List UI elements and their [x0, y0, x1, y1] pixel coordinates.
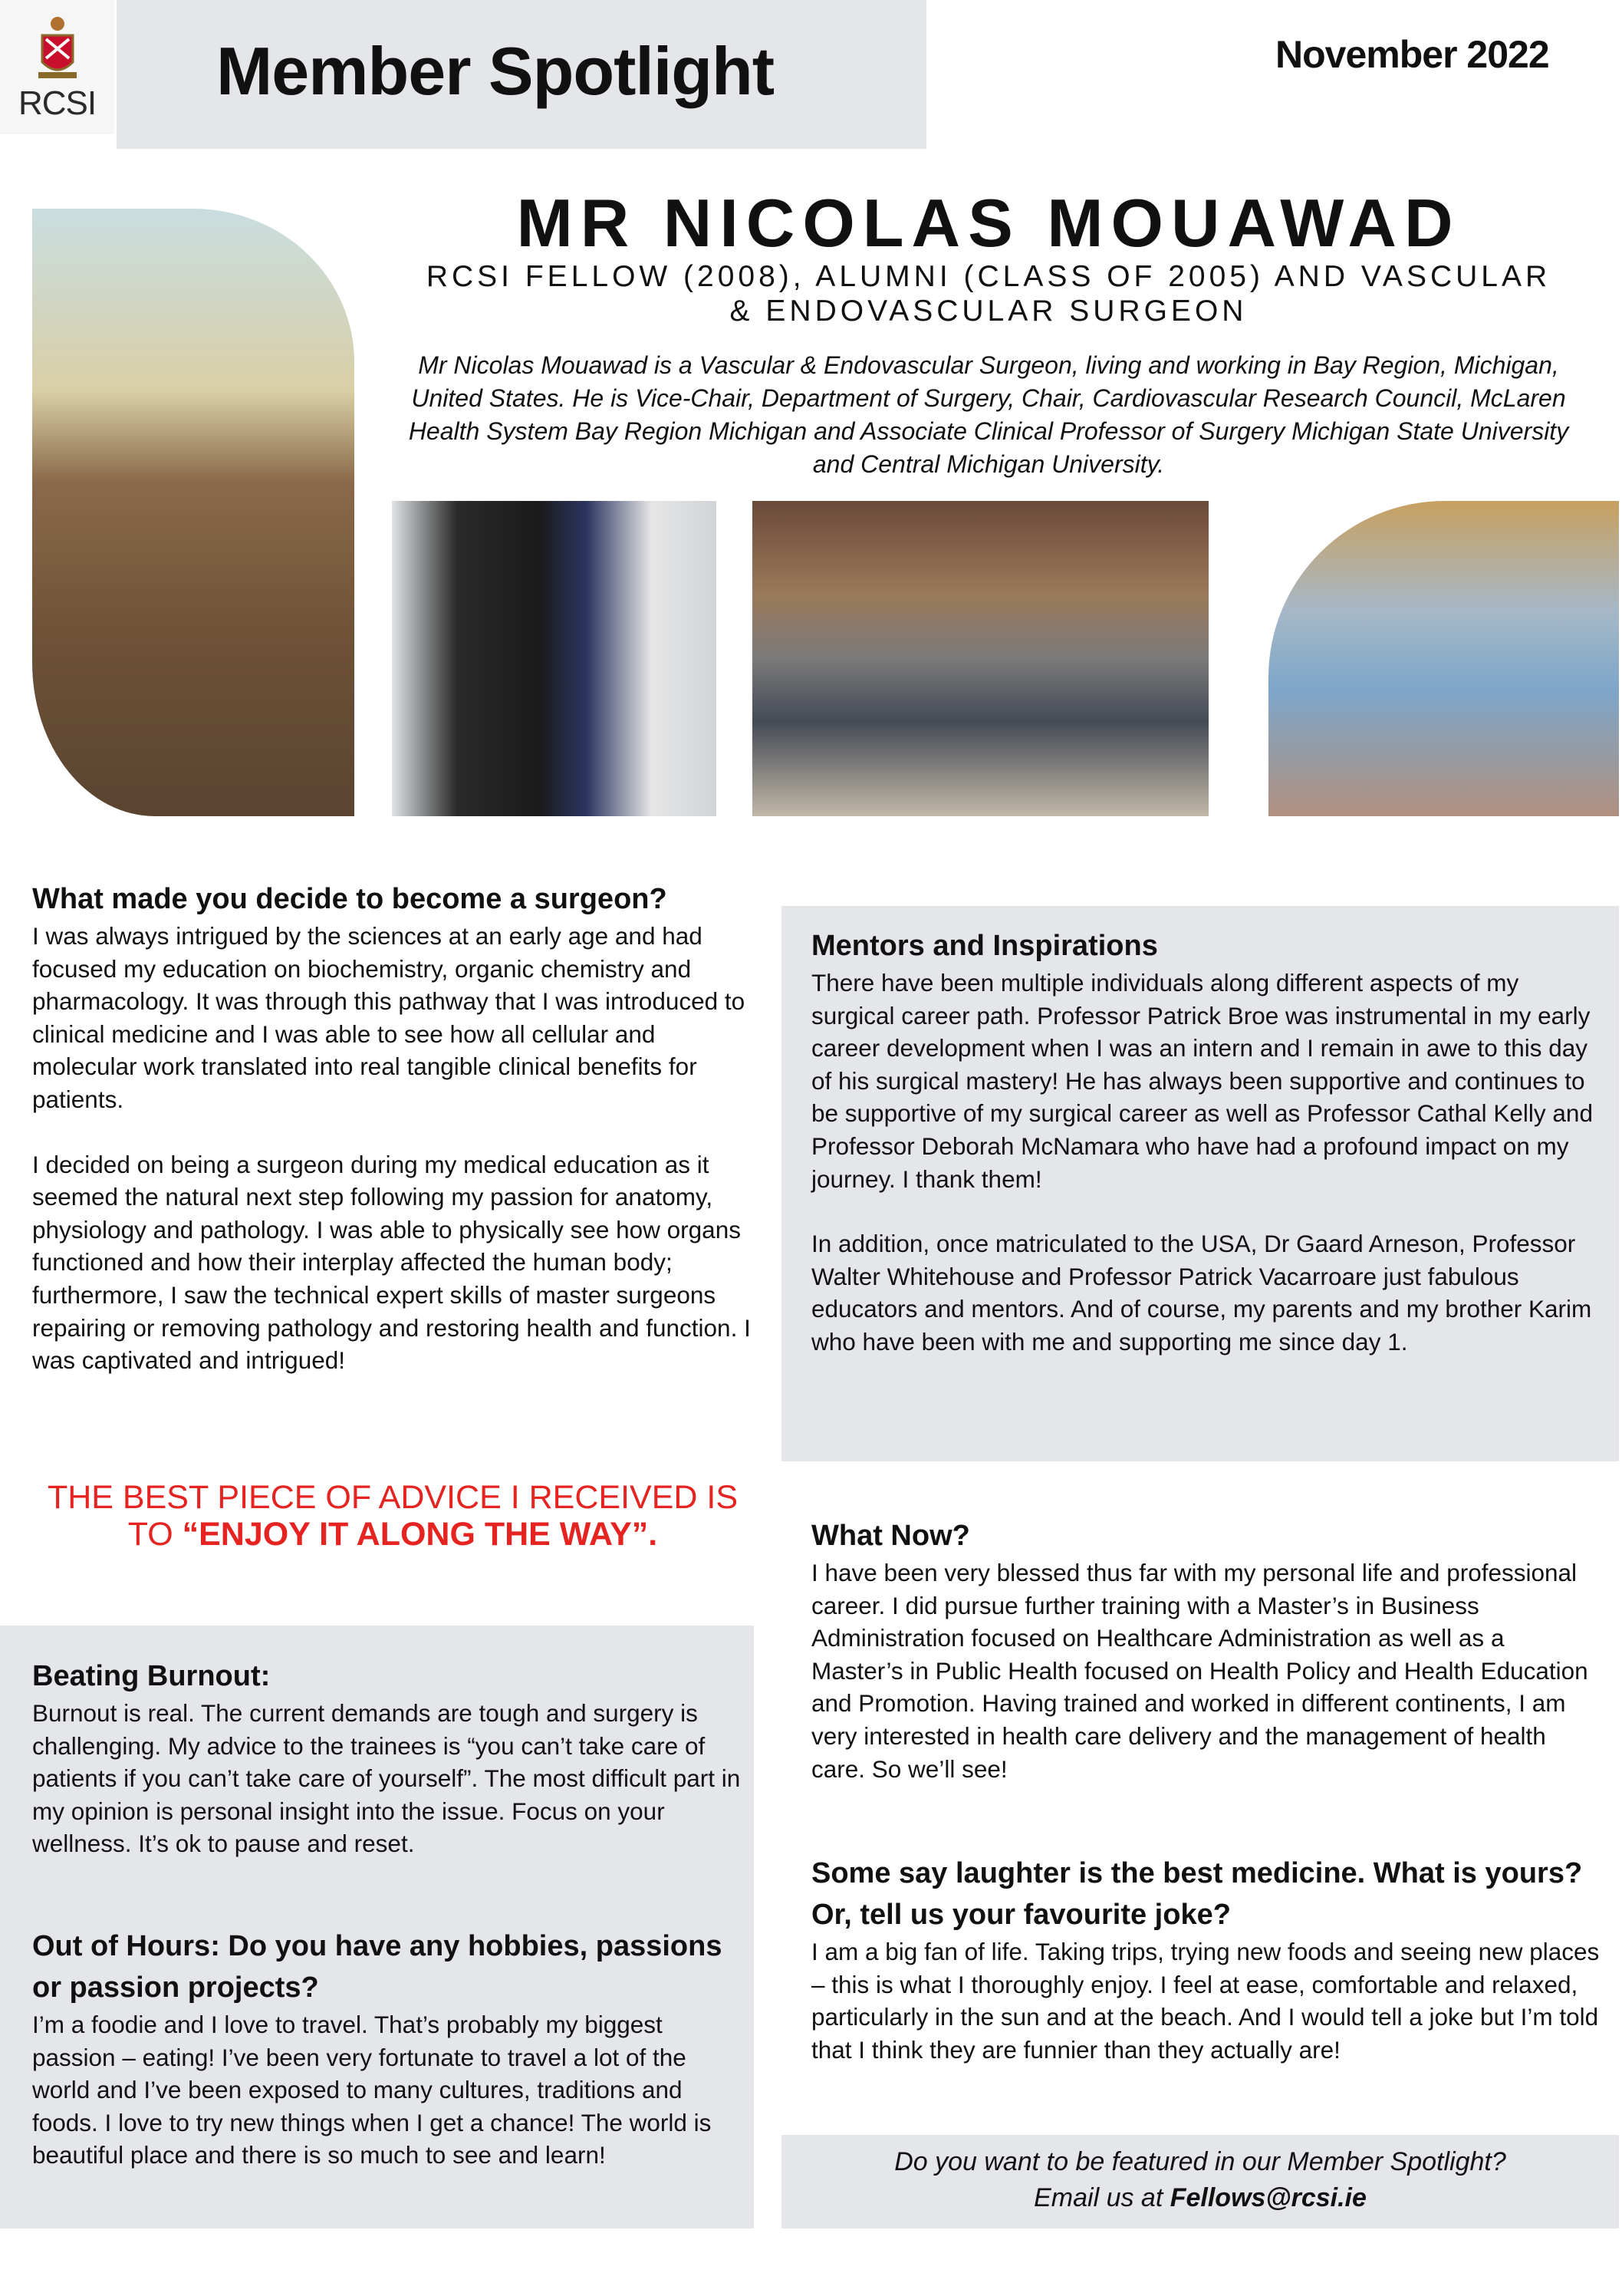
section-what-now: [811, 1515, 1601, 1785]
section-heading: Some say laughter is the best medicine. What is yours? Or, tell us your favourite joke?: [811, 1857, 1583, 1931]
group-frame-photo: [752, 501, 1209, 816]
section-laughter: [811, 1853, 1601, 2066]
member-name: MR NICOLAS MOUAWAD: [516, 185, 1461, 261]
section-heading: Beating Burnout:: [32, 1660, 271, 1692]
portrait-photo: [32, 209, 354, 816]
surgery-photo: [1268, 501, 1619, 816]
crest-icon: [31, 12, 84, 81]
section-heading: What made you decide to become a surgeon?: [32, 883, 667, 915]
section-become-surgeon: [32, 878, 757, 1377]
rcsi-logo: [0, 0, 114, 134]
section-hobbies: [32, 1925, 745, 2172]
page-title: Member Spotlight: [216, 33, 775, 109]
section-burnout: [32, 1655, 745, 1860]
section-mentors: [811, 925, 1601, 1359]
paragraph: Burnout is real. The current demands are tough and surgery is challenging. My advice to the trainees is “you can’t take care of patients if you can’t take care of yourself”. The most difficult part in my opinion is personal insight into the issue. Focus on your wellness. It’s ok to pause and reset.: [32, 1699, 741, 1858]
paragraph: There have been multiple individuals along different aspects of my surgical career path. Professor Patrick Broe was instrumental in my early career development when I was an intern and I remain in awe to this day of his surgical mastery! He has always been supportive and continues to be supportive of my surgical career as well as Professor Cathal Kelly and Professor Deborah McNamara who have had a profound impact on my journey. I thank them!: [811, 969, 1593, 1193]
section-heading: Out of Hours: Do you have any hobbies, passions or passion projects?: [32, 1930, 722, 2004]
member-intro: Mr Nicolas Mouawad is a Vascular & Endovascular Surgeon, living and working in Bay Region, Michigan, United States. He is Vice-Chair, Department of Surgery, Chair, Cardiovascular Research Council, McLaren Health System Bay Region Michigan and Associate Clinical Professor of Surgery Michigan State University and Central Michigan University.: [408, 351, 1569, 478]
section-heading: Mentors and Inspirations: [811, 930, 1158, 962]
feature-callout: [781, 2135, 1619, 2228]
paragraph: I was always intrigued by the sciences at an early age and had focused my education on biochemistry, organic chemistry and pharmacology. It was through this pathway that I was introduced to clinical medicine and I was able to see how all cellular and molecular work translated into real tangible clinical benefits for patients.: [32, 922, 745, 1113]
callout-line: Do you want to be featured in our Member Spotlight?: [894, 2147, 1506, 2176]
quote-bold: “ENJOY IT ALONG THE WAY”.: [182, 1516, 658, 1553]
logo-text: RCSI: [18, 84, 97, 122]
member-subtitle: [392, 259, 1585, 328]
quote-plain: THE BEST PIECE OF ADVICE I RECEIVED IS TO: [47, 1479, 739, 1553]
paragraph: I decided on being a surgeon during my medical education as it seemed the natural next step following my passion for anatomy, physiology and pathology. I was able to physically see how organs functioned and how their interplay affected the human body; furthermore, I saw the technical expert skills of master surgeons repairing or removing pathology and restoring health and function. I was captivated and intrigued!: [32, 1150, 751, 1375]
paragraph: In addition, once matriculated to the USA, Dr Gaard Arneson, Professor Walter Whitehouse and Professor Patrick Vacarroare just fabulous educators and mentors. And of course, my parents and my brother Karim who have been with me and supporting me since day 1.: [811, 1230, 1592, 1356]
award-photo: [392, 501, 716, 816]
subtitle-line-2: & ENDOVASCULAR SURGEON: [729, 295, 1248, 328]
subtitle-line-1: RCSI FELLOW (2008), ALUMNI (CLASS OF 2005) AND VASCULAR: [426, 260, 1551, 293]
section-heading: What Now?: [811, 1520, 970, 1552]
paragraph: I have been very blessed thus far with my personal life and professional career. I did pursue further training with a Master’s in Business Administration focused on Healthcare Administration as well as a Master’s in Public Health focused on Health Policy and Health Education and Promotion. Having trained and worked in different continents, I am very interested in health care delivery and the management of health care. So we’ll see!: [811, 1559, 1588, 1783]
paragraph: I’m a foodie and I love to travel. That’s probably my biggest passion – eating! I’ve been very fortunate to travel a lot of the world and I’ve been exposed to many cultures, traditions and foods. I love to try new things when I get a chance! The world is beautiful place and there is so much to see and learn!: [32, 2011, 712, 2169]
email-link[interactable]: Fellows@rcsi.ie: [1170, 2183, 1367, 2212]
paragraph: I am a big fan of life. Taking trips, trying new foods and seeing new places – this is what I thoroughly enjoy. I feel at ease, comfortable and relaxed, particularly in the sun and at the beach. And I would tell a joke but I’m told that I think they are funnier than they actually are!: [811, 1938, 1600, 2064]
issue-date: November 2022: [1275, 33, 1549, 76]
callout-prefix: Email us at: [1034, 2183, 1170, 2212]
advice-quote: [32, 1479, 753, 1553]
